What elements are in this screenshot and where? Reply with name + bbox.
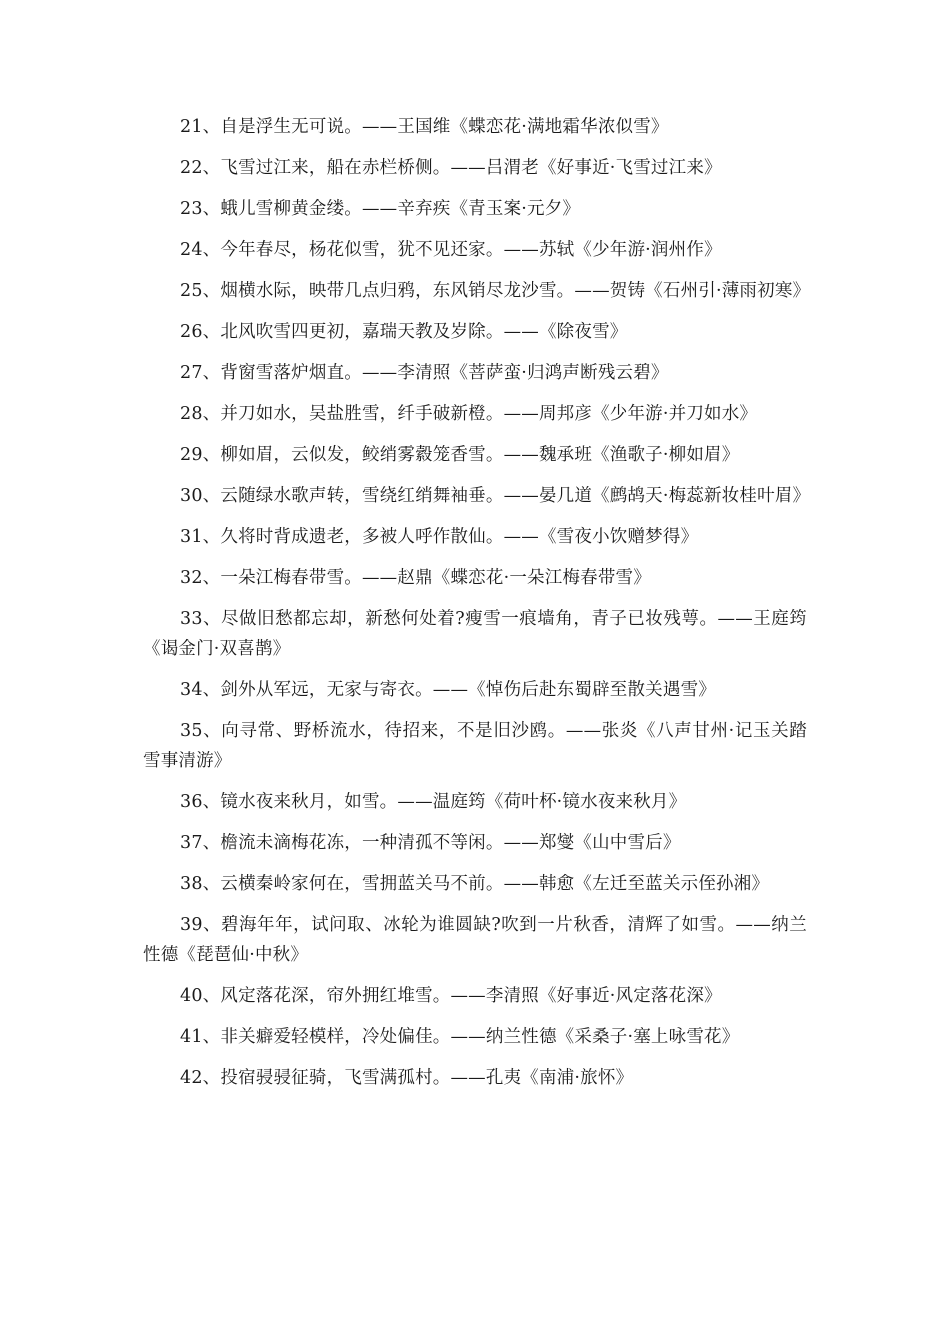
poem-line-29: 29、柳如眉，云似发，鲛绡雾縠笼香雪。——魏承班《渔歌子·柳如眉》 — [180, 445, 740, 465]
poem-line-36: 36、镜水夜来秋月，如雪。——温庭筠《荷叶杯·镜水夜来秋月》 — [180, 792, 687, 812]
poem-line-40: 40、风定落花深，帘外拥红堆雪。——李清照《好事近·风定落花深》 — [180, 986, 722, 1006]
poem-line-39: 39、碧海年年，试问取、冰轮为谁圆缺?吹到一片秋香，清辉了如雪。——纳兰性德《琵琶仙·中秋》 — [143, 915, 807, 965]
poem-line-42: 42、投宿骎骎征骑，飞雪满孤村。——孔夷《南浦·旅怀》 — [180, 1068, 634, 1088]
poem-line-41: 41、非关癖爱轻模样，冷处偏佳。——纳兰性德《采桑子·塞上咏雪花》 — [180, 1027, 740, 1047]
poem-line-37: 37、檐流未滴梅花冻，一种清孤不等闲。——郑燮《山中雪后》 — [180, 833, 681, 853]
poem-line-23: 23、蛾儿雪柳黄金缕。——辛弃疾《青玉案·元夕》 — [180, 199, 581, 219]
poem-line-38: 38、云横秦岭家何在，雪拥蓝关马不前。——韩愈《左迁至蓝关示侄孙湘》 — [180, 874, 770, 894]
poem-line-27: 27、背窗雪落炉烟直。——李清照《菩萨蛮·归鸿声断残云碧》 — [180, 363, 669, 383]
poem-line-35: 35、向寻常、野桥流水，待招来，不是旧沙鸥。——张炎《八声甘州·记玉关踏雪事清游》 — [143, 721, 807, 771]
poem-line-30: 30、云随绿水歌声转，雪绕红绡舞袖垂。——晏几道《鹧鸪天·梅蕊新妆桂叶眉》 — [180, 486, 811, 506]
poem-line-31: 31、久将时背成遗老，多被人呼作散仙。——《雪夜小饮赠梦得》 — [180, 527, 699, 547]
poem-line-22: 22、飞雪过江来，船在赤栏桥侧。——吕渭老《好事近·飞雪过江来》 — [180, 158, 722, 178]
poem-line-24: 24、今年春尽，杨花似雪，犹不见还家。——苏轼《少年游·润州作》 — [180, 240, 722, 260]
poem-line-25: 25、烟横水际，映带几点归鸦，东风销尽龙沙雪。——贺铸《石州引·薄雨初寒》 — [180, 281, 811, 301]
poem-line-21: 21、自是浮生无可说。——王国维《蝶恋花·满地霜华浓似雪》 — [180, 117, 669, 137]
poem-line-28: 28、并刀如水，吴盐胜雪，纤手破新橙。——周邦彦《少年游·并刀如水》 — [180, 404, 758, 424]
poem-line-34: 34、剑外从军远，无家与寄衣。——《悼伤后赴东蜀辟至散关遇雪》 — [180, 680, 716, 700]
poem-line-26: 26、北风吹雪四更初，嘉瑞天教及岁除。——《除夜雪》 — [180, 322, 628, 342]
poem-line-33: 33、尽做旧愁都忘却，新愁何处着?瘦雪一痕墙角，青子已妆残萼。——王庭筠《谒金门·双喜鹊》 — [143, 609, 807, 659]
poem-line-32: 32、一朵江梅春带雪。——赵鼎《蝶恋花·一朵江梅春带雪》 — [180, 568, 651, 588]
poem-list — [143, 112, 811, 1104]
